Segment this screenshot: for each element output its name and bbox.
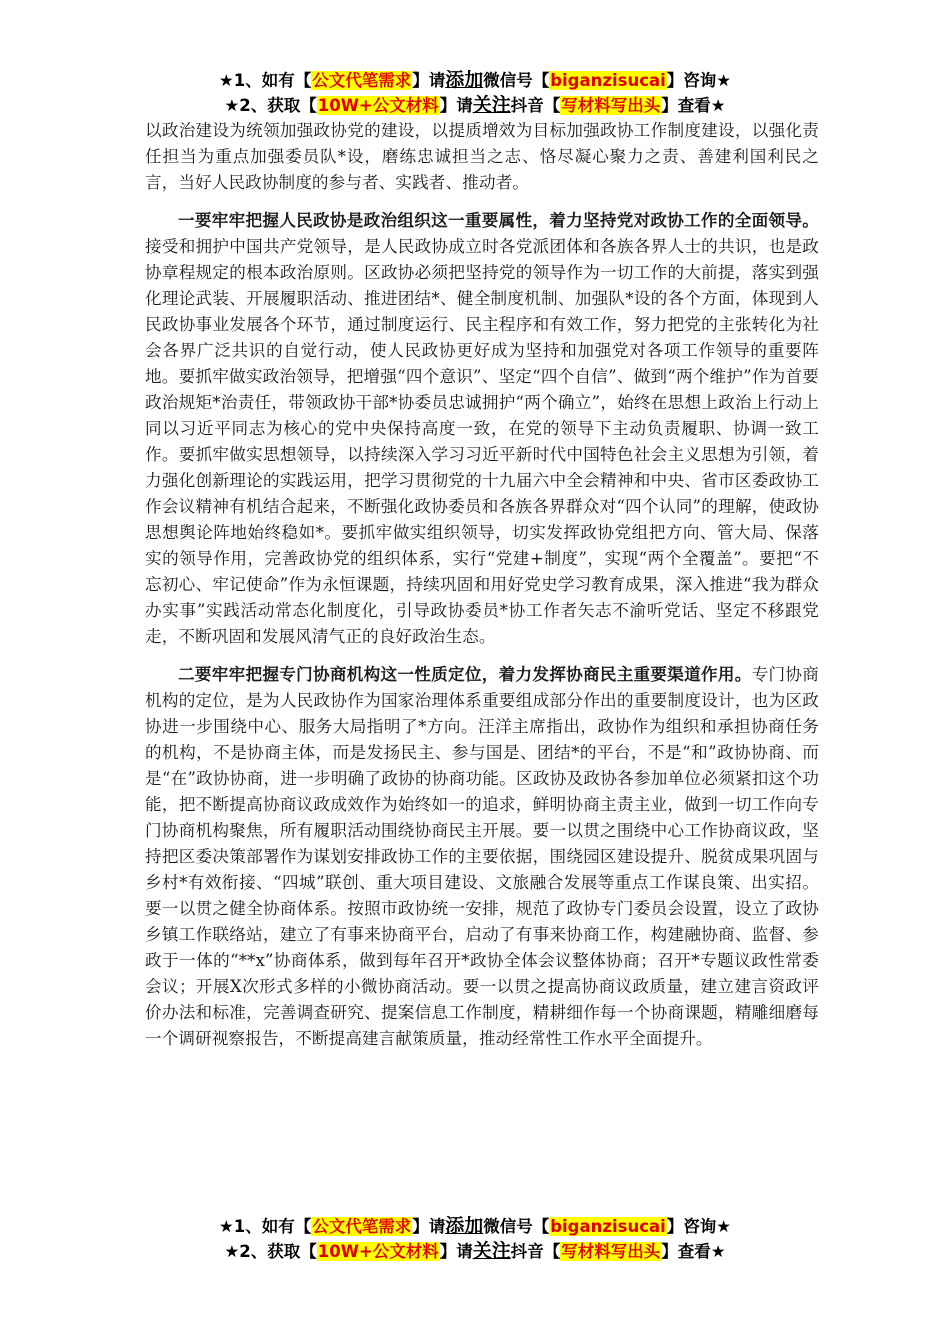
promo-line-2-emphasis: 关注 bbox=[472, 1240, 511, 1262]
promo-line-2-suffix: 】查看★ bbox=[661, 1242, 726, 1261]
paragraph-1-lead: 一要牢牢把握人民政协是政治组织这一重要属性，着力坚持党对政协工作的全面领导。 bbox=[178, 211, 819, 230]
promo-line-2-mid2: 抖音【 bbox=[510, 1242, 561, 1261]
promo-line-2-mid2: 抖音【 bbox=[510, 96, 561, 115]
promo-line-1-repeat bbox=[0, 1214, 950, 1239]
promo-line-2-prefix: ★2、获取【 bbox=[224, 1242, 317, 1261]
promo-line-2-repeat bbox=[0, 1239, 950, 1264]
promo-line-1-mid: 】请 bbox=[412, 71, 446, 90]
promo-line-2-emphasis: 关注 bbox=[472, 94, 511, 116]
paragraph-2 bbox=[145, 662, 819, 1052]
promo-line-1-suffix: 】咨询★ bbox=[666, 71, 732, 90]
promo-line-2-highlight-materials: 10W+公文材料 bbox=[317, 1242, 439, 1261]
promo-line-2-highlight-douyin: 写材料写出头 bbox=[561, 1242, 661, 1261]
promo-line-1-highlight-wechat: biganzisucai bbox=[550, 71, 666, 90]
promo-line-1-highlight-service: 公文代笔需求 bbox=[312, 71, 412, 90]
promo-line-2-suffix: 】查看★ bbox=[661, 96, 726, 115]
intro-paragraph: 以政治建设为统领加强政协党的建设，以提质增效为目标加强政协工作制度建设，以强化责任担当为重点加强委员队*设，磨练忠诚担当之志、恪尽凝心聚力之责、善建利国利民之言，当好人民政协制度的参与者、实践者、推动者。 bbox=[145, 121, 819, 192]
top-promo-banner bbox=[0, 68, 950, 118]
promo-line-1-prefix: ★1、如有【 bbox=[218, 71, 312, 90]
bottom-promo-banner bbox=[0, 1214, 950, 1264]
promo-line-2-mid: 】请 bbox=[439, 1242, 473, 1261]
promo-line-1-prefix: ★1、如有【 bbox=[218, 1217, 312, 1236]
promo-line-1-highlight-wechat: biganzisucai bbox=[550, 1217, 666, 1236]
promo-line-1-suffix: 】咨询★ bbox=[666, 1217, 732, 1236]
promo-line-1-mid2: 微信号【 bbox=[483, 1217, 550, 1236]
document-body bbox=[145, 118, 819, 1052]
promo-line-2-mid: 】请 bbox=[439, 96, 473, 115]
promo-line-1 bbox=[0, 68, 950, 93]
paragraph-1-body: 接受和拥护中国共产党领导，是人民政协成立时各党派团体和各族各界人士的共识，也是政协章程规定的根本政治原则。区政协必须把坚持党的领导作为一切工作的大前提，落实到强化理论武装、开展履职活动、推进团结*、健全制度机制、加强队*设的各个方面，体现到人民政协事业发展各个环节，通过制度运行、民主程序和有效工作，努力把党的主张转化为社会各界广泛共识的自觉行动，使人民政协更好成为坚持和加强党对各项工作领导的重要阵地。要抓牢做实政治领导，把增强“四个意识”、坚定“四个自信”、做到“两个维护”作为首要政治规矩*治责任，带领政协干部*协委员忠诚拥护“两个确立”，始终在思想上政治上行动上同以习近平同志为核心的党中央保持高度一致，在党的领导下主动负责履职、协调一致工作。要抓牢做实思想领导，以持续深入学习习近平新时代中国特色社会主义思想为引领，着力强化创新理论的实践运用，把学习贯彻党的十九届六中全会精神和中央、省市区委政协工作会议精神有机结合起来，不断强化政协委员和各族各界群众对“四个认同”的理解，使政协思想舆论阵地始终稳如*。要抓牢做实组织领导，切实发挥政协党组把方向、管大局、保落实的领导作用，完善政协党的组织体系，实行“党建+制度”，实现“两个全覆盖”。要把“不忘初心、牢记使命”作为永恒课题，持续巩固和用好党史学习教育成果，深入推进“我为群众办实事”实践活动常态化制度化，引导政协委员*协工作者矢志不渝听党话、坚定不移跟党走，不断巩固和发展风清气正的良好政治生态。 bbox=[145, 237, 819, 646]
promo-line-2-highlight-materials: 10W+公文材料 bbox=[317, 96, 439, 115]
promo-line-1-emphasis: 添加 bbox=[445, 69, 484, 91]
promo-line-2 bbox=[0, 93, 950, 118]
promo-line-2-highlight-douyin: 写材料写出头 bbox=[561, 96, 661, 115]
promo-line-1-emphasis: 添加 bbox=[445, 1215, 484, 1237]
promo-line-1-mid2: 微信号【 bbox=[483, 71, 550, 90]
promo-line-1-highlight-service: 公文代笔需求 bbox=[312, 1217, 412, 1236]
promo-line-1-mid: 】请 bbox=[412, 1217, 446, 1236]
promo-line-2-prefix: ★2、获取【 bbox=[224, 96, 317, 115]
paragraph-1 bbox=[145, 208, 819, 650]
paragraph-2-body: 专门协商机构的定位，是为人民政协作为国家治理体系重要组成部分作出的重要制度设计，也为区政协进一步围绕中心、服务大局指明了*方向。汪洋主席指出，政协作为组织和承担协商任务的机构，不是协商主体，而是发扬民主、参与国是、团结*的平台，不是“和”政协协商、而是“在”政协协商，进一步明确了政协的协商功能。区政协及政协各参加单位必须紧扣这个功能，把不断提高协商议政成效作为始终如一的追求，鲜明协商主责主业，做到一切工作向专门协商机构聚焦，所有履职活动围绕协商民主开展。要一以贯之围绕中心工作协商议政，坚持把区委决策部署作为谋划安排政协工作的主要依据，围绕园区建设提升、脱贫成果巩固与乡村*有效衔接、“四城”联创、重大项目建设、文旅融合发展等重点工作谋良策、出实招。要一以贯之健全协商体系。按照市政协统一安排，规范了政协专门委员会设置，设立了政协乡镇工作联络站，建立了有事来协商平台，启动了有事来协商工作，构建融协商、监督、参政于一体的“**x”协商体系，做到每年召开*政协全体会议整体协商；召开*专题议政性常委会议；开展X次形式多样的小微协商活动。要一以贯之提高协商议政质量，建立建言资政评价办法和标准，完善调查研究、提案信息工作制度，精耕细作每一个协商课题，精雕细磨每一个调研视察报告，不断提高建言献策质量，推动经常性工作水平全面提升。 bbox=[145, 665, 819, 1048]
paragraph-2-lead: 二要牢牢把握专门协商机构这一性质定位，着力发挥协商民主重要渠道作用。 bbox=[178, 665, 752, 684]
